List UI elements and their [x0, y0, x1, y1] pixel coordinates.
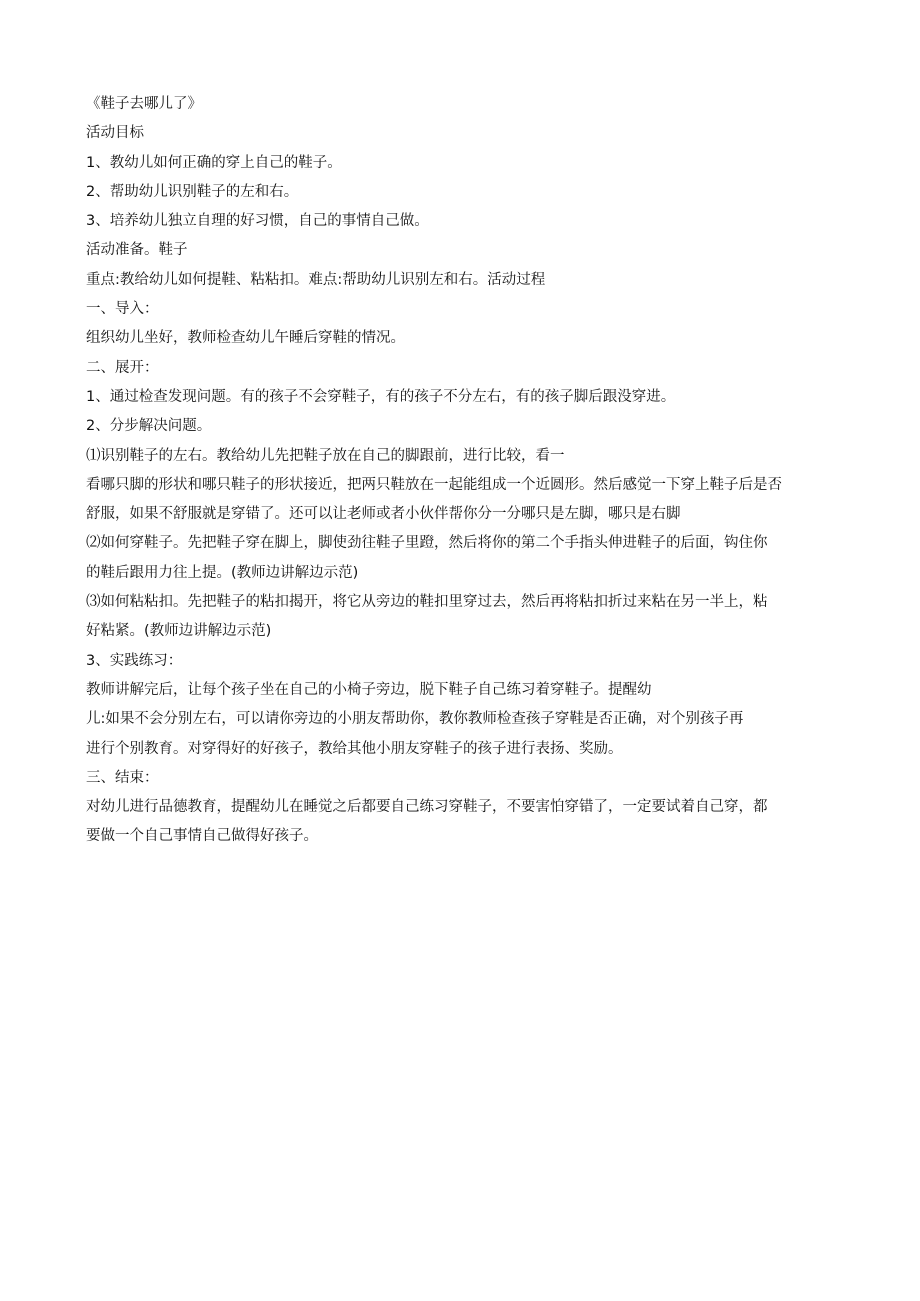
text-line: 1、教幼儿如何正确的穿上自己的鞋子。: [86, 154, 342, 171]
text-line: 进行个别教育。对穿得好的好孩子，教给其他小朋友穿鞋子的孩子进行表扬、奖励。: [86, 740, 623, 757]
text-line: ⑵如何穿鞋子。先把鞋子穿在脚上，脚使劲往鞋子里蹬，然后将你的第二个手指头伸进鞋子的后面，钩住你: [86, 535, 768, 552]
text-line: 要做一个自己事情自己做得好孩子。: [86, 828, 318, 845]
text-line: ⑴识别鞋子的左右。教给幼儿先把鞋子放在自己的脚跟前，进行比较，看一: [86, 447, 565, 464]
text-line: 舒服，如果不舒服就是穿错了。还可以让老师或者小伙伴帮你分一分哪只是左脚，哪只是右脚: [86, 506, 681, 523]
section-heading-goals: 活动目标: [86, 125, 144, 142]
text-line: 看哪只脚的形状和哪只鞋子的形状接近，把两只鞋放在一起能组成一个近圆形。然后感觉一下穿上鞋子后是否: [86, 476, 782, 493]
document-body: [86, 90, 838, 852]
text-line: 组织幼儿坐好，教师检查幼儿午睡后穿鞋的情况。: [86, 330, 405, 347]
text-line: 3、培养幼儿独立自理的好习惯，自己的事情自己做。: [86, 213, 429, 230]
section-heading-practice: 3、实践练习：: [86, 652, 183, 669]
section-heading-end: 三、结束：: [86, 769, 159, 786]
text-line: 好粘紧。(教师边讲解边示范): [86, 623, 272, 640]
text-line: 对幼儿进行品德教育，提醒幼儿在睡觉之后都要自己练习穿鞋子，不要害怕穿错了，一定要试着自己穿，都: [86, 799, 768, 816]
text-line: ⑶如何粘粘扣。先把鞋子的粘扣揭开，将它从旁边的鞋扣里穿过去，然后再将粘扣折过来粘在另一半上，粘: [86, 594, 768, 611]
text-line: 儿:如果不会分别左右，可以请你旁边的小朋友帮助你，教你教师检查孩子穿鞋是否正确，对个别孩子再: [86, 711, 744, 728]
text-line: 重点:教给幼儿如何提鞋、粘粘扣。难点:帮助幼儿识别左和右。活动过程: [86, 271, 546, 288]
section-heading-intro: 一、导入：: [86, 301, 159, 318]
section-heading-develop: 二、展开：: [86, 359, 159, 376]
document-title: 《鞋子去哪儿了》: [86, 96, 202, 112]
text-line: 2、分步解决问题。: [86, 418, 212, 435]
text-line: 活动准备。鞋子: [86, 242, 188, 259]
text-line: 教师讲解完后，让每个孩子坐在自己的小椅子旁边，脱下鞋子自己练习着穿鞋子。提醒幼: [86, 681, 652, 698]
text-line: 的鞋后跟用力往上提。(教师边讲解边示范): [86, 564, 359, 581]
text-line: 2、帮助幼儿识别鞋子的左和右。: [86, 183, 299, 200]
text-line: 1、通过检查发现问题。有的孩子不会穿鞋子，有的孩子不分左右，有的孩子脚后跟没穿进。: [86, 388, 676, 405]
